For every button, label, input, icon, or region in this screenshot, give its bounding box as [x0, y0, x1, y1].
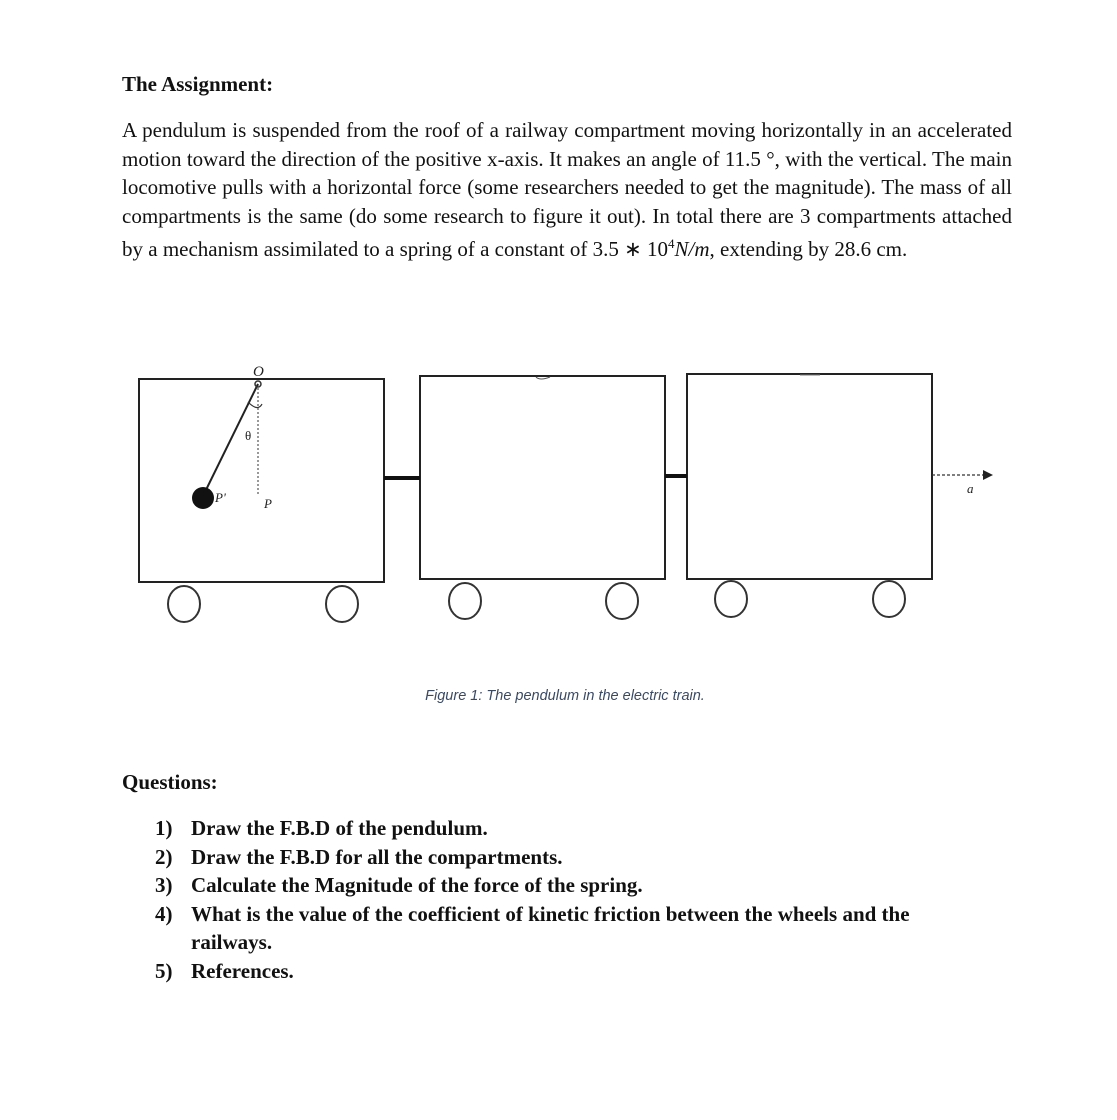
wheel — [326, 586, 358, 622]
wheel — [449, 583, 481, 619]
paragraph-tail: , extending by 28.6 cm. — [709, 237, 908, 261]
question-item — [155, 957, 995, 986]
bob-label: P' — [215, 490, 226, 505]
question-text: Draw the F.B.D of the pendulum. — [191, 816, 488, 840]
wheel — [606, 583, 638, 619]
question-item — [155, 871, 995, 900]
questions-heading: Questions: — [122, 770, 218, 794]
pendulum-bob — [192, 487, 214, 509]
compartment-2 — [420, 376, 665, 579]
train-figure — [0, 340, 1117, 670]
question-number: 3) — [155, 873, 173, 897]
angle-label: θ — [245, 428, 252, 443]
question-item — [155, 843, 995, 872]
acceleration-label: a — [967, 481, 974, 496]
pivot-label: O — [253, 364, 264, 380]
question-text: Calculate the Magnitude of the force of the spring. — [191, 873, 643, 897]
question-number: 4) — [155, 901, 173, 926]
spring-constant-base: 3.5 ∗ 10 — [592, 237, 668, 261]
question-number: 2) — [155, 844, 173, 869]
question-item — [155, 900, 995, 957]
compartment-3 — [687, 374, 932, 579]
compartment-1 — [139, 379, 384, 582]
figure-caption: Figure 1: The pendulum in the electric train. — [425, 688, 705, 704]
question-text: References. — [191, 958, 294, 983]
question-number: 5) — [155, 958, 173, 983]
wheel — [715, 581, 747, 617]
spring-constant-exponent: 4 — [668, 236, 675, 251]
question-text: What is the value of the coefficient of kinetic friction between the wheels and the railways. — [191, 901, 910, 954]
wheel — [873, 581, 905, 617]
questions-list — [155, 814, 995, 985]
question-item — [155, 814, 995, 843]
paragraph-main: A pendulum is suspended from the roof of a railway compartment moving horizontally in an accelerated motion toward the direction of the positive x-axis. It makes an angle of 11.5 °, with the vertical. The main locomotive pulls with a horizontal force (some researchers needed to get the magnitude). The mass of all compartments is the same (do some research to figure it out). In total there are 3 compartments attached by a mechanism assimilated to a spring of a constant of — [122, 118, 1012, 261]
wheel — [168, 586, 200, 622]
question-number: 1) — [155, 816, 173, 840]
assignment-paragraph — [122, 116, 1012, 264]
spring-constant-unit: N/m — [674, 237, 710, 261]
vertical-point-label: P — [264, 496, 272, 511]
assignment-heading: The Assignment: — [122, 72, 274, 96]
angle-arc — [248, 402, 262, 408]
question-text: Draw the F.B.D for all the compartments. — [191, 844, 563, 869]
